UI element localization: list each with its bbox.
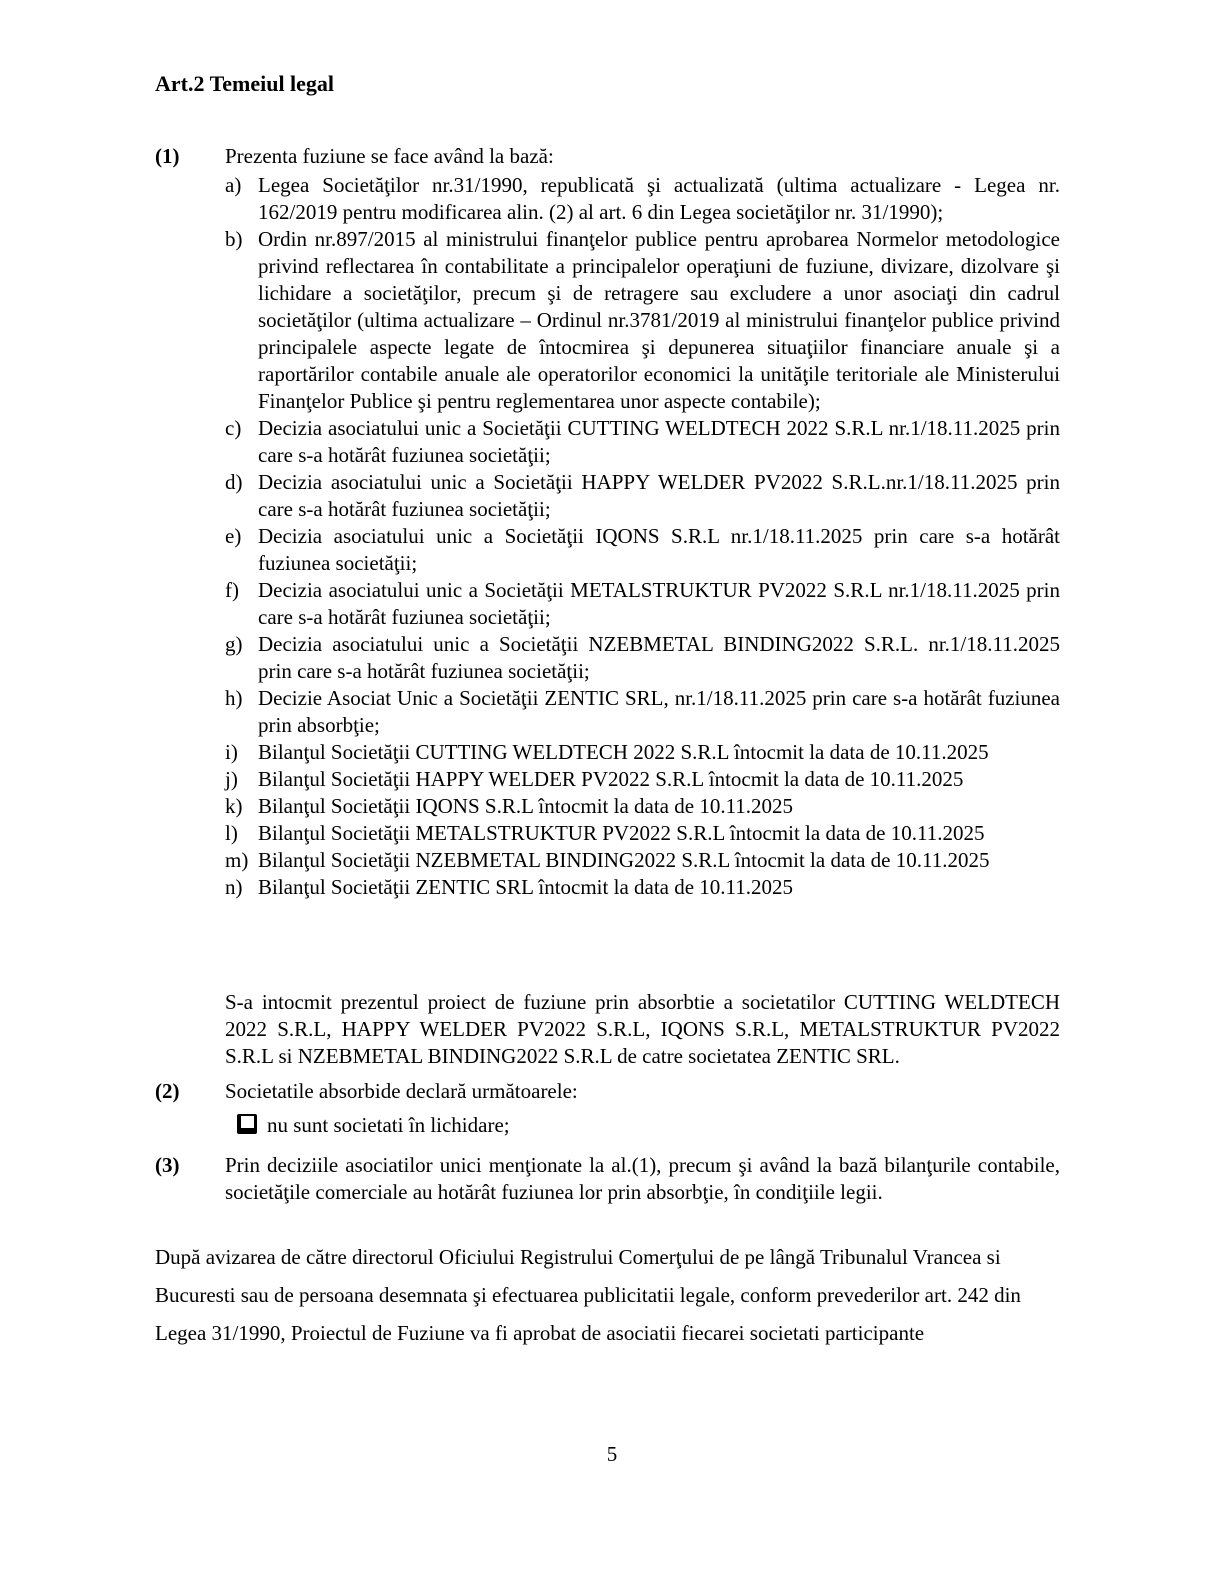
list-item-text: Bilanţul Societăţii ZENTIC SRL întocmit la data de 10.11.2025	[258, 875, 794, 899]
list-item-f	[225, 577, 1060, 631]
list-item-n	[225, 874, 1060, 901]
list-item-a	[225, 172, 1060, 226]
paragraph-1	[155, 143, 1060, 170]
list-item-text: Bilanţul Societăţii IQONS S.R.L întocmit la data de 10.11.2025	[258, 794, 794, 818]
list-marker: n)	[225, 875, 243, 899]
list-item-l	[225, 820, 1060, 847]
list-marker: d)	[225, 470, 243, 494]
list-item-text: Decizia asociatului unic a Societăţii HAPPY WELDER PV2022 S.R.L.nr.1/18.11.2025 prin care s-a hotărât fuziunea societăţii;	[258, 470, 1060, 521]
list-item-text: Decizia asociatului unic a Societăţii CUTTING WELDTECH 2022 S.R.L nr.1/18.11.2025 prin care s-a hotărât fuziunea societăţii;	[258, 416, 1060, 467]
list-item-text: Bilanţul Societăţii CUTTING WELDTECH 2022 S.R.L întocmit la data de 10.11.2025	[258, 740, 989, 764]
list-item-b	[225, 226, 1060, 415]
list-item-text: Bilanţul Societăţii NZEBMETAL BINDING2022 S.R.L întocmit la data de 10.11.2025	[258, 848, 990, 872]
declaration-checkbox-row	[237, 1110, 1060, 1141]
list-marker: h)	[225, 686, 243, 710]
closing-paragraph: După avizarea de către directorul Oficiului Registrului Comerţului de pe lângă Tribunalul Vrancea si Bucuresti sau de persoana desemnata şi efectuarea publicitatii legale, conform prevederilor art. 242 din Legea 31/1990, Proiectul de Fuziune va fi aprobat de asociatii fiecarei societati participante	[155, 1245, 1021, 1345]
list-marker: e)	[225, 524, 242, 548]
list-item-j	[225, 766, 1060, 793]
paragraph-3-number: (3)	[155, 1153, 180, 1177]
section-heading: Art.2 Temeiul legal	[155, 71, 335, 96]
paragraph-2	[155, 1078, 1060, 1105]
paragraph-2-number: (2)	[155, 1079, 180, 1103]
list-item-i	[225, 739, 1060, 766]
paragraph-1-text: Prezenta fuziune se face având la bază:	[225, 144, 554, 168]
merger-summary-paragraph: S-a intocmit prezentul proiect de fuziune prin absorbtie a societatilor CUTTING WELDTECH 2022 S.R.L, HAPPY WELDER PV2022 S.R.L, IQONS S.R.L, METALSTRUKTUR PV2022 S.R.L si NZEBMETAL BINDING2022 S.R.L de catre societatea ZENTIC SRL.	[225, 990, 1060, 1068]
list-item-text: Ordin nr.897/2015 al ministrului finanţelor publice pentru aprobarea Normelor metodologice privind reflectarea în contabilitate a principalelor operaţiuni de fuziune, divizare, dizolvare şi lichidare a societăţilor, precum şi de retragere sau excludere a unor asociaţi din cadrul societăţilor (ultima actualizare – Ordinul nr.3781/2019 al ministrului finanţelor publice privind principalele aspecte legate de întocmirea şi depunerea situaţiilor financiare anuale şi a raportărilor contabile anuale ale operatorilor economici la unităţile teritoriale ale Ministerului Finanţelor Publice şi pentru reglementarea unor aspecte contabile);	[258, 227, 1060, 413]
list-marker: c)	[225, 416, 242, 440]
list-item-text: Bilanţul Societăţii METALSTRUKTUR PV2022 S.R.L întocmit la data de 10.11.2025	[258, 821, 985, 845]
list-item-e	[225, 523, 1060, 577]
list-item-c	[225, 415, 1060, 469]
list-marker: b)	[225, 227, 243, 251]
paragraph-3-text: Prin deciziile asociatilor unici menţionate la al.(1), precum şi având la bază bilanţurile contabile, societăţile comerciale au hotărât fuziunea lor prin absorbţie, în condiţiile legii.	[225, 1153, 1060, 1204]
list-marker: f)	[225, 578, 239, 602]
list-item-g	[225, 631, 1060, 685]
list-item-text: Legea Societăţilor nr.31/1990, republicată şi actualizată (ultima actualizare - Legea nr. 162/2019 pentru modificarea alin. (2) al art. 6 din Legea societăţilor nr. 31/1990);	[258, 173, 1060, 224]
list-marker: l)	[225, 821, 238, 845]
legal-basis-list	[225, 172, 1060, 901]
declaration-checkbox-label: nu sunt societati în lichidare;	[267, 1113, 510, 1137]
list-marker: k)	[225, 794, 243, 818]
list-marker: m)	[225, 848, 249, 872]
list-item-text: Decizie Asociat Unic a Societăţii ZENTIC SRL, nr.1/18.11.2025 prin care s-a hotărât fuziunea prin absorbţie;	[258, 686, 1060, 737]
list-marker: g)	[225, 632, 243, 656]
list-marker: i)	[225, 740, 238, 764]
paragraph-2-text: Societatile absorbide declară următoarele:	[225, 1079, 578, 1103]
list-item-h	[225, 685, 1060, 739]
list-item-text: Bilanţul Societăţii HAPPY WELDER PV2022 S.R.L întocmit la data de 10.11.2025	[258, 767, 964, 791]
list-marker: j)	[225, 767, 238, 791]
page-number: 5	[606, 1442, 618, 1466]
paragraph-1-number: (1)	[155, 144, 180, 168]
list-item-text: Decizia asociatului unic a Societăţii METALSTRUKTUR PV2022 S.R.L nr.1/18.11.2025 prin care s-a hotărât fuziunea societăţii;	[258, 578, 1060, 629]
list-marker: a)	[225, 173, 242, 197]
list-item-k	[225, 793, 1060, 820]
checkbox-icon	[237, 1114, 257, 1134]
paragraph-3	[155, 1152, 1060, 1206]
list-item-text: Decizia asociatului unic a Societăţii NZEBMETAL BINDING2022 S.R.L. nr.1/18.11.2025 prin care s-a hotărât fuziunea societăţii;	[258, 632, 1060, 683]
list-item-text: Decizia asociatului unic a Societăţii IQONS S.R.L nr.1/18.11.2025 prin care s-a hotărât fuziunea societăţii;	[258, 524, 1060, 575]
list-item-d	[225, 469, 1060, 523]
list-item-m	[225, 847, 1060, 874]
